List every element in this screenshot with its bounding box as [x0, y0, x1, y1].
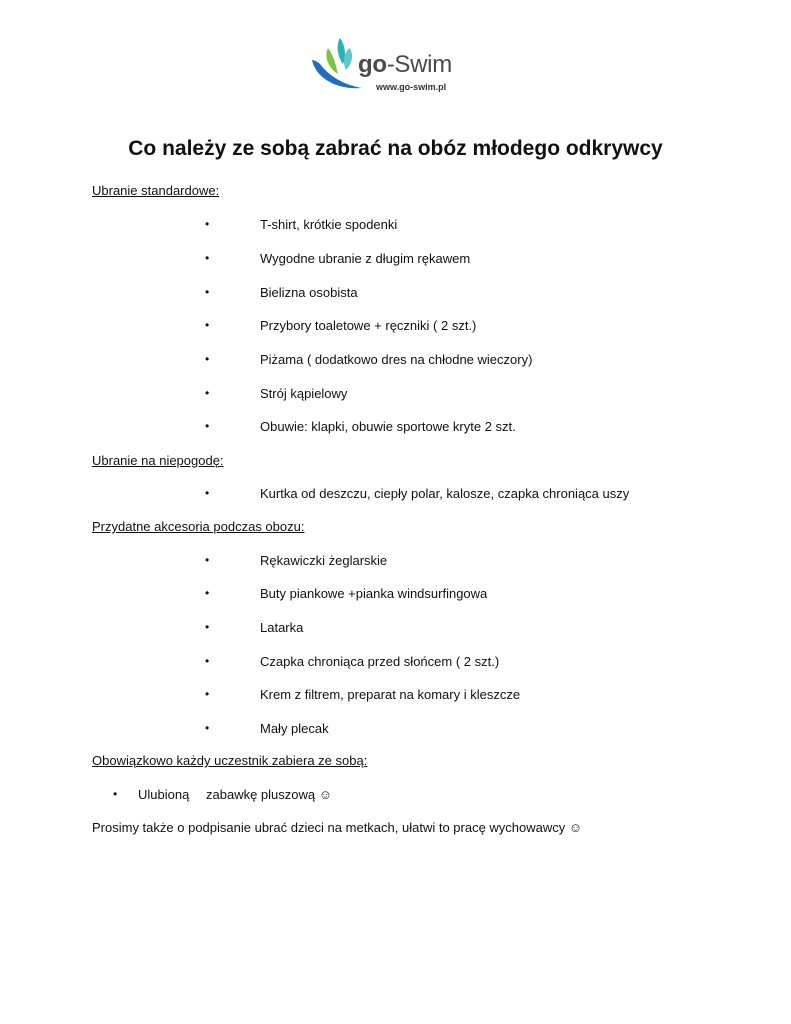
bullet-icon: • [205, 419, 210, 433]
bullet-icon: • [205, 352, 210, 366]
list-item-rest: zabawkę pluszową ☺ [206, 787, 333, 802]
section-heading-accessories: Przydatne akcesoria podczas obozu: [92, 519, 305, 534]
bullet-icon: • [205, 586, 210, 600]
page-title: Co należy ze sobą zabrać na obóz młodego odkrywcy [128, 137, 663, 160]
logo-wordmark: go-Swim [358, 51, 452, 78]
bullet-icon: • [205, 687, 210, 701]
bullet-icon: • [205, 553, 210, 567]
bullet-icon: • [205, 654, 210, 668]
bullet-icon: • [205, 285, 210, 299]
bullet-icon: • [205, 620, 210, 634]
bullet-icon: • [205, 386, 210, 400]
bullet-icon: • [205, 318, 210, 332]
section-heading-mandatory: Obowiązkowo każdy uczestnik zabiera ze sobą: [92, 753, 368, 768]
list-item-first-word: Ulubioną [138, 787, 190, 802]
logo-url: www.go-swim.pl [376, 82, 447, 92]
bullet-icon: • [205, 217, 210, 231]
go-swim-logo [310, 34, 460, 98]
section-heading-standard-clothing: Ubranie standardowe: [92, 183, 220, 198]
section-heading-bad-weather: Ubranie na niepogodę: [92, 453, 224, 468]
bullet-icon: • [205, 486, 210, 500]
closing-note: Prosimy także o podpisanie ubrać dzieci na metkach, ułatwi to pracę wychowawcy ☺ [92, 820, 583, 835]
bullet-icon: • [113, 787, 118, 801]
bullet-icon: • [205, 721, 210, 735]
bullet-icon: • [205, 251, 210, 265]
